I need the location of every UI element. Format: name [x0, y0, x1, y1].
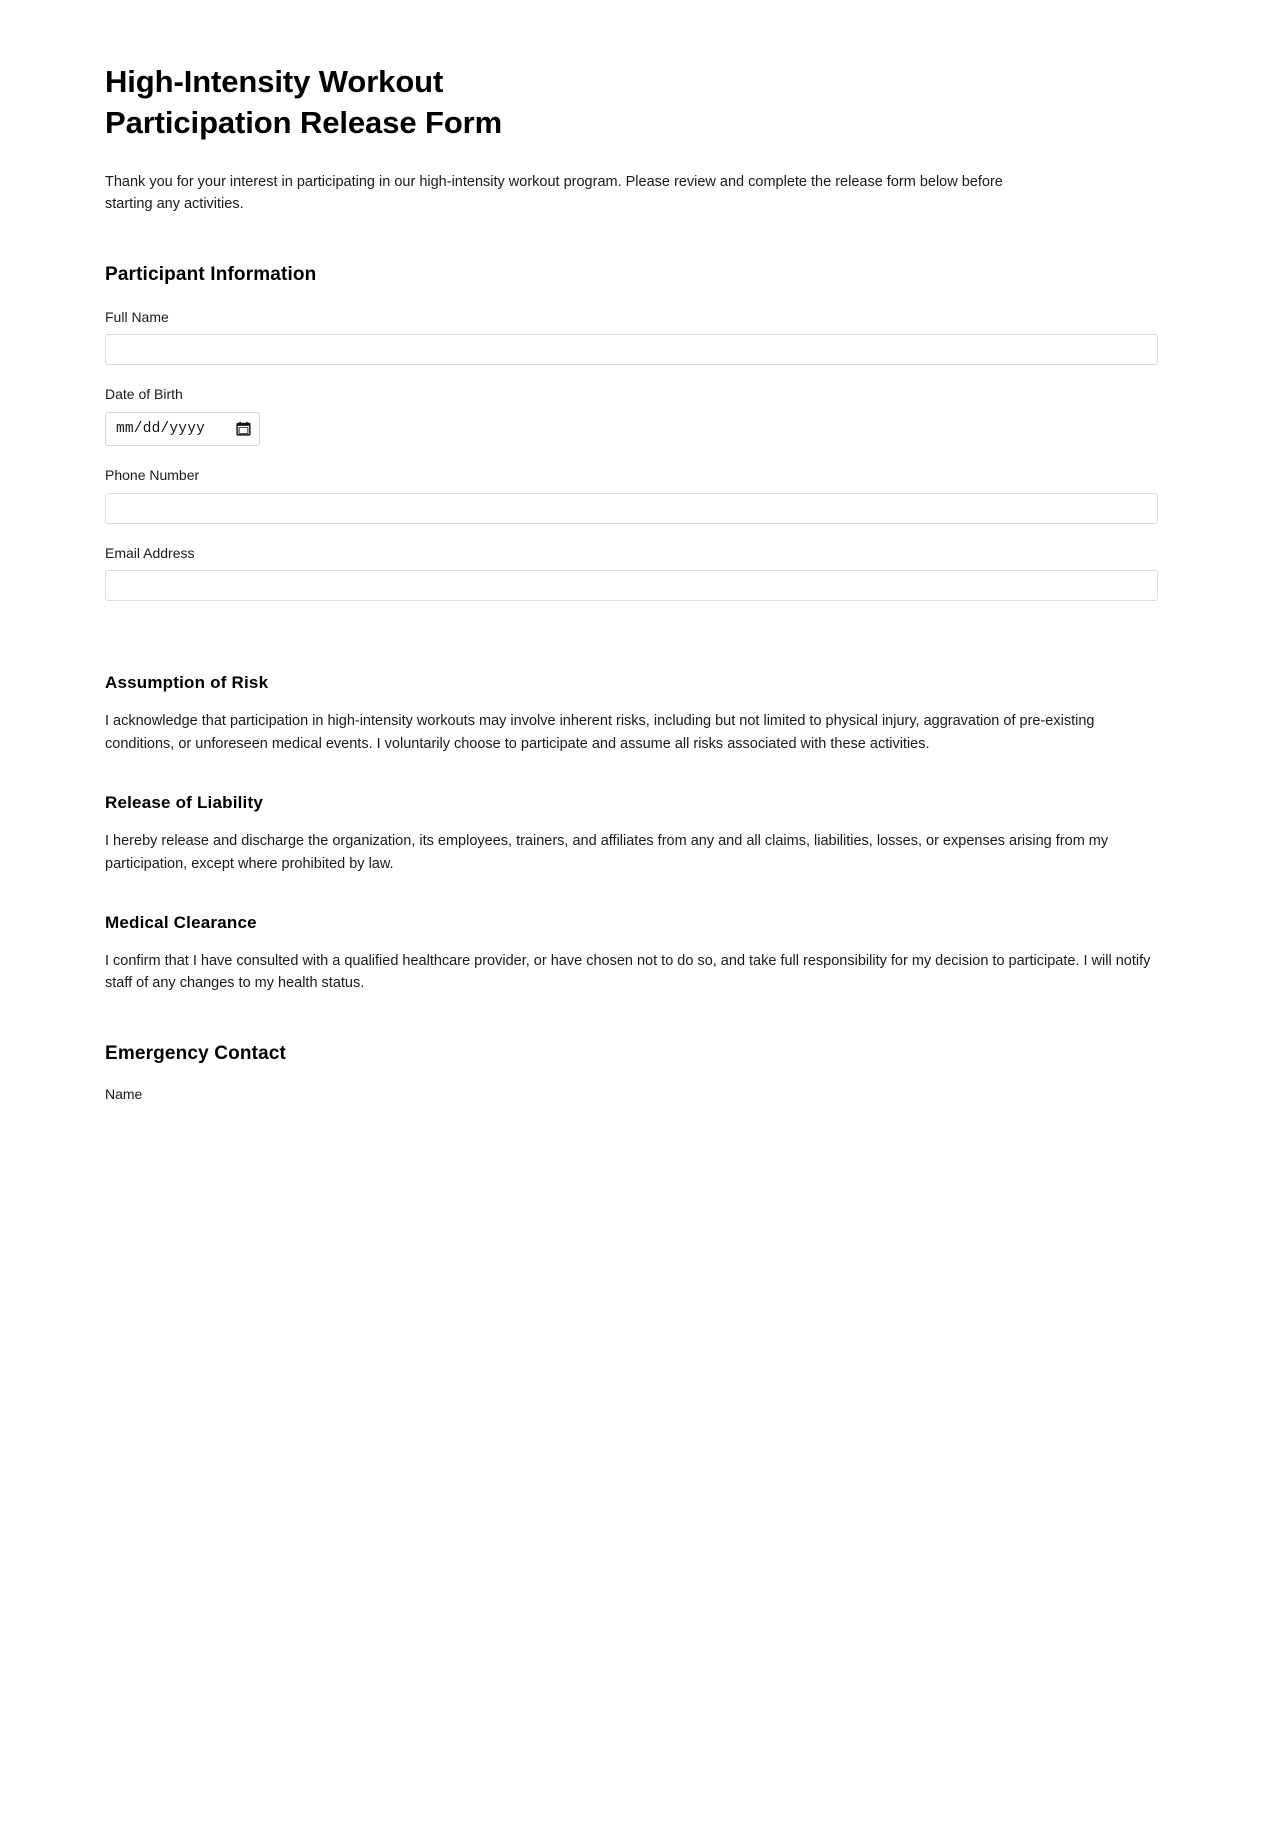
blank-area-below-content	[0, 1105, 1263, 1838]
full-name-label: Full Name	[105, 308, 169, 325]
field-phone-number	[105, 466, 1158, 524]
field-email-address	[105, 544, 1158, 602]
email-address-label: Email Address	[105, 544, 195, 561]
phone-number-label: Phone Number	[105, 466, 200, 483]
date-of-birth-input[interactable]	[105, 412, 260, 446]
page-title-line-1: High-Intensity Workout	[105, 64, 444, 99]
date-of-birth-label: Date of Birth	[105, 386, 183, 403]
full-name-input[interactable]	[105, 334, 1158, 365]
page-title-line-2: Participation Release Form	[105, 104, 503, 140]
medical-clearance-body: I confirm that I have consulted with a qualified healthcare provider, or have chosen not to do so, and take full responsibility for my decision to participate. I will notify staff of any changes to my health status.	[105, 953, 1151, 992]
release-of-liability-heading: Release of Liability	[105, 793, 263, 813]
intro-paragraph: Thank you for your interest in participating in our high-intensity workout program. Please review and complete the release form below before starting any activities.	[105, 173, 1003, 213]
date-placeholder-text: mm/dd/yyyy	[116, 420, 206, 437]
assumption-of-risk-heading: Assumption of Risk	[105, 673, 269, 693]
phone-number-input[interactable]	[105, 493, 1158, 524]
assumption-of-risk-body: I acknowledge that participation in high-intensity workouts may involve inherent risks, including but not limited to physical injury, aggravation of pre-existing conditions, or unforeseen medical events. I voluntarily choose to participate and assume all risks associated with these activities.	[105, 713, 1095, 752]
field-full-name	[105, 308, 1158, 366]
page-title	[105, 62, 745, 144]
release-of-liability-body: I hereby release and discharge the organization, its employees, trainers, and affiliates from any and all claims, liabilities, losses, or expenses arising from my participation, except where prohibited by law.	[105, 833, 1109, 872]
emergency-name-label: Name	[105, 1085, 143, 1102]
participant-information-heading: Participant Information	[105, 263, 317, 285]
email-address-input[interactable]	[105, 570, 1158, 601]
section-spacer	[105, 601, 1158, 635]
emergency-contact-heading: Emergency Contact	[105, 1042, 286, 1064]
calendar-icon[interactable]	[236, 421, 251, 436]
field-date-of-birth	[105, 385, 1158, 446]
medical-clearance-heading: Medical Clearance	[105, 913, 257, 932]
